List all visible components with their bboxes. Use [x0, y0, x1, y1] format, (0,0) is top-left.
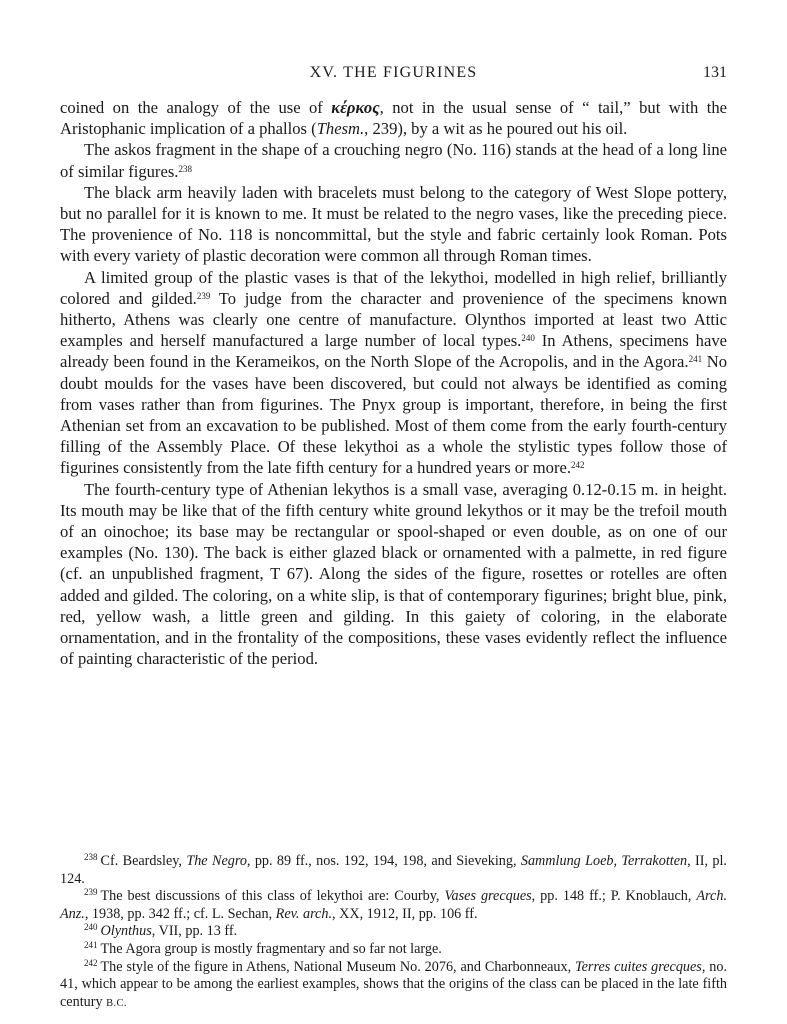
footnote-ref-239: 239 — [196, 290, 211, 301]
footnote-number: 240 — [84, 922, 98, 933]
p4-text-b: To judge from the character and provenience of the specimens known hitherto, Athens was clearly one centre of manufacture. Olynthos imported at least two Attic examples and herself manufactured a large number of local types. — [60, 288, 728, 351]
p4-text-c: In Athens, specimens have already been found in the Kerameikos, on the North Slope of the Acropolis, and in the Agora. — [60, 331, 727, 372]
p1-text-c: , 239), by a wit as he poured out his oil. — [364, 119, 628, 139]
fn239-title-1: Vases grecques — [444, 888, 532, 905]
fn242-title-1: Terres cuites grecques — [575, 958, 702, 975]
footnote-number: 241 — [84, 939, 98, 950]
footnote-ref-241: 241 — [688, 354, 703, 365]
fn239-text-c: , 1938, pp. 342 ff.; cf. L. Sechan, — [84, 905, 276, 922]
footnote-number: 239 — [84, 887, 98, 898]
page-header — [60, 64, 727, 88]
fn238-title-2: Sammlung Loeb, Terrakotten — [520, 853, 688, 869]
fn239-text-a: The best discussions of this class of lekythoi are: Courby, — [100, 888, 445, 905]
p1-text-b: , not in the usual sense of “ tail,” but with the Aristophanic implication of a phallos ( — [60, 98, 727, 139]
fn238-text-c: , II, pl. 124. — [60, 853, 727, 887]
footnote-number: 242 — [84, 957, 98, 968]
fn242-text-a: The style of the figure in Athens, National Museum No. 2076, and Charbonneaux, — [100, 958, 576, 975]
footnote-240 — [60, 923, 727, 941]
footnote-238 — [60, 853, 727, 888]
footnote-239 — [60, 888, 727, 923]
fn239-text-b: , pp. 148 ff.; P. Knoblauch, — [531, 888, 697, 905]
footnote-242 — [60, 959, 727, 1013]
fn239-title-2: Arch. Anz. — [60, 888, 727, 922]
fn239-text-d: , XX, 1912, II, pp. 106 ff. — [332, 905, 478, 922]
p3-text-a: The black arm heavily laden with bracelets must belong to the category of West Slope pottery, but no parallel for it is known to me. It must be related to the negro vases, like the preceding piece. The provenience of No. 118 is noncommittal, but the style and fabric certainly look Roman. Pots with every variety of plastic decoration were common all through Roman times. — [60, 182, 727, 266]
body-text — [60, 97, 727, 669]
running-title: XV. THE FIGURINES — [309, 64, 478, 81]
p4-text-a: A limited group of the plastic vases is that of the lekythoi, modelled in high relief, brilliantly colored and gilded. — [60, 267, 727, 308]
fn239-title-3: Rev. arch. — [275, 905, 332, 922]
fn241-text-a: The Agora group is mostly fragmentary and so far not large. — [100, 940, 442, 957]
paragraph-2 — [60, 139, 727, 181]
footnote-ref-238: 238 — [178, 163, 192, 174]
paragraph-4 — [60, 267, 727, 479]
footnotes — [60, 853, 727, 1012]
page-number: 131 — [703, 64, 727, 81]
p5-text-a: The fourth-century type of Athenian lekythos is a small vase, averaging 0.12-0.15 m. in height. Its mouth may be like that of the fifth century white ground lekythos or it may be the trefoil mouth of an oinochoe; its base may be rectangular or spool-shaped or even double, as on one of our examples (No. 130). The back is either glazed black or ornamented with a palmette, in red figure (cf. an unpublished fragment, T 67). Along the sides of the figure, rosettes or rotelles are often added and gilded. The coloring, on a white slip, is that of contemporary figurines; bright blue, pink, red, yellow wash, a little green and gilding. In this gaiety of coloring, in the elaborate ornamentation, and in the frontality of the compositions, these vases evidently reflect the influence of painting characteristic of the period. — [60, 479, 727, 669]
fn238-text-b: , pp. 89 ff., nos. 192, 194, 198, and Sieveking, — [246, 853, 521, 869]
greek-word: κέρκος — [331, 98, 380, 117]
fn238-title-1: The Negro — [186, 853, 247, 869]
footnote-ref-240: 240 — [521, 333, 535, 344]
footnote-number: 238 — [84, 852, 98, 862]
fn242-era: B.C. — [106, 997, 127, 1009]
fn240-title-1: Olynthus — [100, 923, 152, 940]
fn242-text-b: , no. 41, which appear to be among the earliest examples, shows that the origins of the class can be placed in the late fifth century — [60, 958, 727, 1010]
fn238-text-a: Cf. Beardsley, — [100, 853, 187, 869]
footnote-241 — [60, 941, 727, 959]
fn240-text-a: , VII, pp. 13 ff. — [151, 923, 238, 940]
paragraph-5 — [60, 479, 727, 670]
footnote-ref-242: 242 — [571, 460, 585, 471]
paragraph-1 — [60, 97, 727, 139]
p1-reference: Thesm. — [316, 119, 365, 139]
p2-text-a: The askos fragment in the shape of a crouching negro (No. 116) stands at the head of a long line of similar figures. — [60, 140, 727, 181]
p1-text-a: coined on the analogy of the use of — [60, 98, 332, 117]
paragraph-3 — [60, 182, 727, 267]
p4-text-d: No doubt moulds for the vases have been discovered, but could not always be identified as coming from vases rather than from figurines. The Pnyx group is important, therefore, in being the first Athenian set from an excavation to be published. Most of them come from the early fourth-century filling of the Assembly Place. Of these lekythoi as a whole the stylistic types follow those of figurines consistently from the late fifth century for a hundred years or more. — [60, 352, 727, 478]
